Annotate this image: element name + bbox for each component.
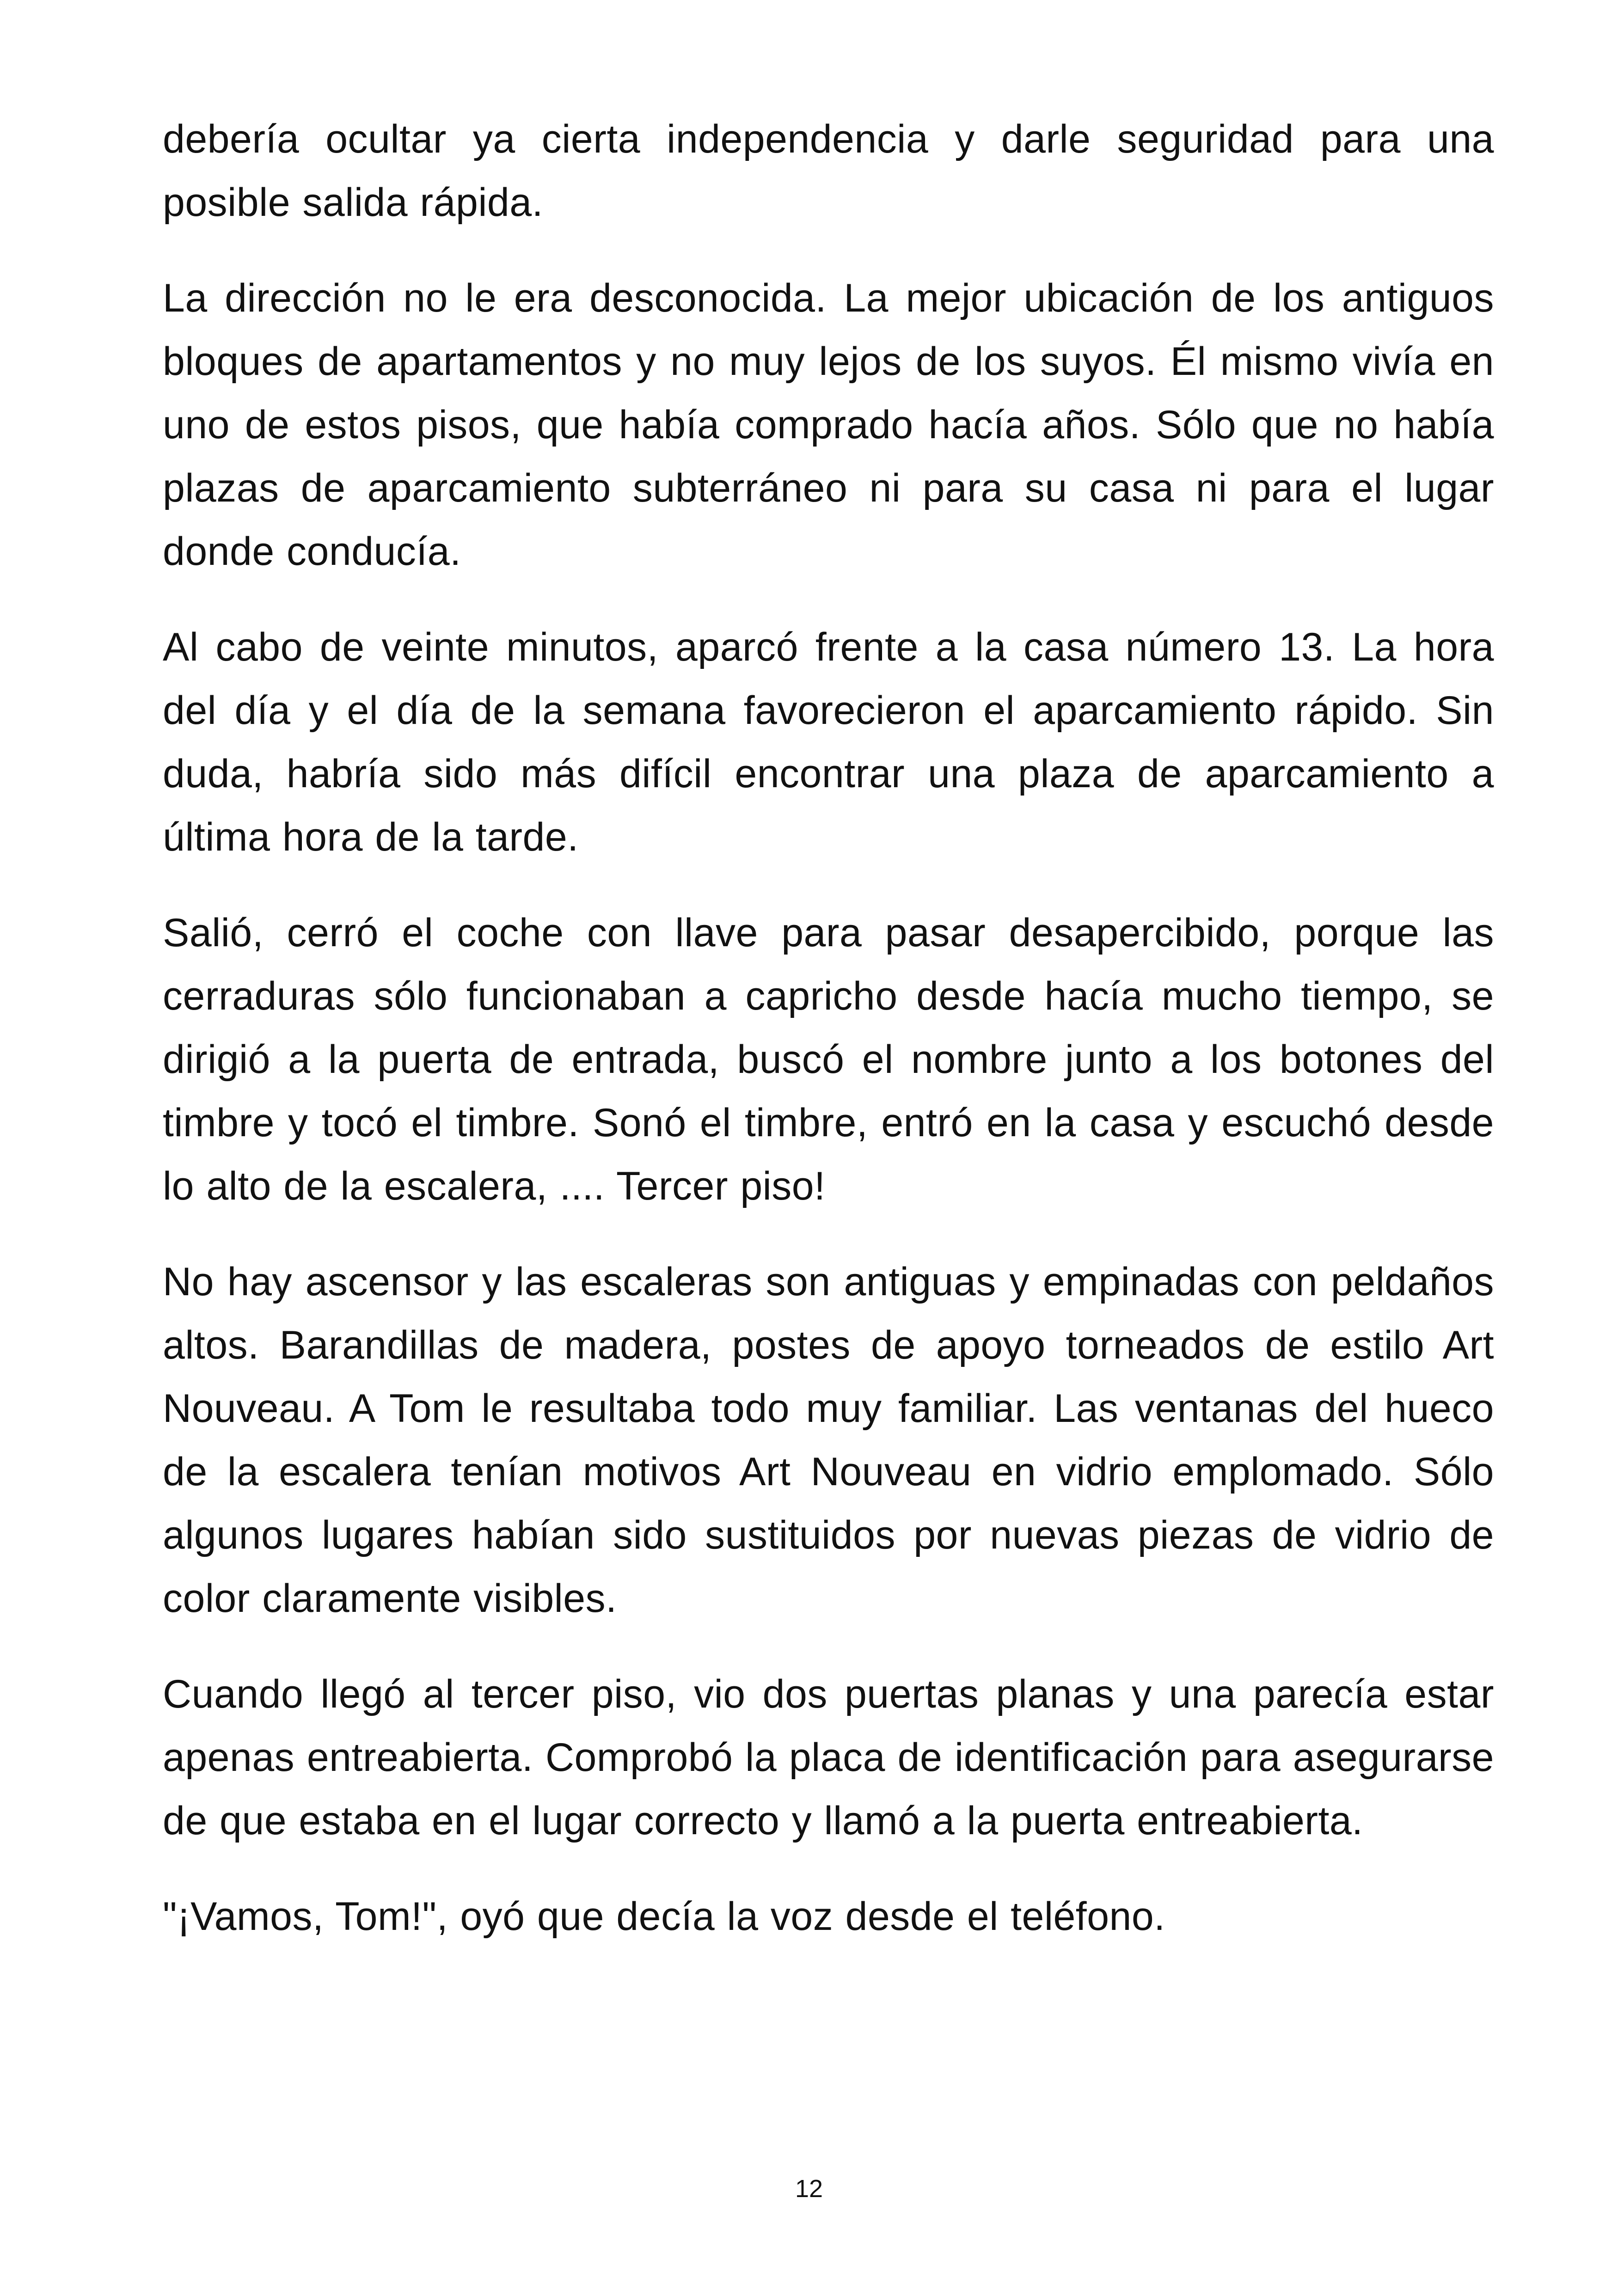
paragraph-3: Al cabo de veinte minutos, aparcó frente a la casa número 13. La hora del día y el día de la semana favorecieron el aparcamiento rápido. Sin duda, habría sido más difícil encontrar una plaza de aparcamiento a última hora de la tarde. [163,625,1494,859]
page-number: 12 [795,2175,823,2203]
paragraph-5: No hay ascensor y las escaleras son antiguas y empinadas con peldaños altos. Barandillas de madera, postes de apoyo torneados de estilo Art Nouveau. A Tom le resultaba todo muy familiar. Las ventanas del hueco de la escalera tenían motivos Art Nouveau en vidrio emplomado. Sólo algunos lugares habían sido sustituidos por nuevas piezas de vidrio de color claramente visibles. [163,1260,1494,1621]
paragraph-4: Salió, cerró el coche con llave para pasar desapercibido, porque las cerraduras sólo funcionaban a capricho desde hacía mucho tiempo, se dirigió a la puerta de entrada, buscó el nombre junto a los botones del timbre y tocó el timbre. Sonó el timbre, entró en la casa y escuchó desde lo alto de la escalera, .... Tercer piso! [163,911,1494,1208]
paragraph-6: Cuando llegó al tercer piso, vio dos puertas planas y una parecía estar apenas entreabierta. Comprobó la placa de identificación para asegurarse de que estaba en el lugar correcto y llamó a la puerta entreabierta. [163,1672,1494,1843]
paragraph-1: debería ocultar ya cierta independencia y darle seguridad para una posible salida rápida. [163,117,1494,225]
paragraph-2: La dirección no le era desconocida. La mejor ubicación de los antiguos bloques de apartamentos y no muy lejos de los suyos. Él mismo vivía en uno de estos pisos, que había comprado hacía años. Sólo que no había plazas de aparcamiento subterráneo ni para su casa ni para el lugar donde conducía. [163,276,1494,574]
paragraph-7: "¡Vamos, Tom!", oyó que decía la voz desde el teléfono. [163,1894,1165,1939]
body-text [163,108,1494,1981]
